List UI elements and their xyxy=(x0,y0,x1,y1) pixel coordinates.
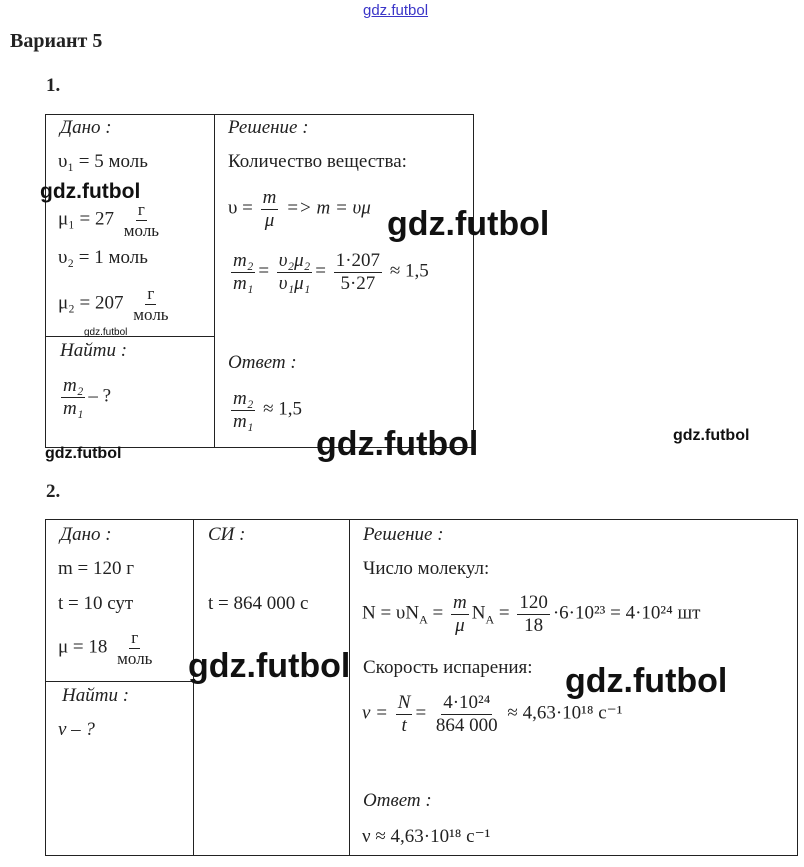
p1-equation-2: $\frac{\text{m₂}}{\text{m₁}}$ = $\frac{\text{υ₂μ₂}}{\text{υ₁μ₁}}$ = $\frac{1\cdot 207}{5\cdot 27}$ ≈ 1,5 xyxy=(233,250,429,294)
p2-given-mu: μ = 18 $\frac{г}{\text{моль}}$ xyxy=(58,628,153,668)
watermark-5: gdz.futbol xyxy=(45,445,122,462)
watermark-8: gdz.futbol xyxy=(565,662,728,700)
watermark-3: gdz.futbol xyxy=(84,327,128,338)
problem-2-col-divider-2 xyxy=(349,519,350,855)
problem-2-col-divider-1 xyxy=(193,519,194,855)
p2-equation-N: $N = \upsilon N_A$ = $\frac{m}{\mu}$ $N_A$ = $\frac{120}{18}$ ·6·10²³ = 4·10²⁴ шт xyxy=(362,592,701,636)
p1-given-header: Дано : xyxy=(60,117,112,138)
problem-2-number: 2. xyxy=(46,481,61,502)
p2-given-header: Дано : xyxy=(60,524,112,545)
p2-answer-value: ν ≈ 4,63·10¹⁸ с⁻¹ xyxy=(362,826,491,847)
problem-1-row-divider xyxy=(45,336,215,337)
p2-given-t: t = 10 сут xyxy=(58,593,134,614)
p2-find-header: Найти : xyxy=(62,685,130,706)
p1-equation-1: υ = $\frac{m}{\mu}$ => m = υμ xyxy=(228,187,371,231)
variant-title: Вариант 5 xyxy=(10,30,103,52)
problem-1-col-divider xyxy=(214,114,215,447)
problem-1-number: 1. xyxy=(46,75,61,96)
p2-si-t: t = 864 000 с xyxy=(208,593,309,614)
p2-solution-line2: Скорость испарения: xyxy=(363,657,533,678)
p1-find-header: Найти : xyxy=(60,340,128,361)
p2-si-header: СИ : xyxy=(208,524,246,545)
p2-given-m: m = 120 г xyxy=(58,558,135,579)
p2-find-value: ν – ? xyxy=(58,719,95,740)
p1-given-mu2: μ₂ = 207 $\frac{г}{\text{моль}}$ xyxy=(58,284,169,324)
p1-find-value: $\frac{\text{m₂}}{\text{m₁}}$ – ? xyxy=(63,375,112,419)
problem-2-row-divider xyxy=(45,681,194,682)
p2-answer-header: Ответ : xyxy=(363,790,432,811)
p2-solution-line1: Число молекул: xyxy=(363,558,490,579)
p1-answer-header: Ответ : xyxy=(228,352,297,373)
p1-answer-value: $\frac{\text{m₂}}{\text{m₁}}$ ≈ 1,5 xyxy=(233,388,303,432)
p1-solution-line1: Количество вещества: xyxy=(228,151,407,172)
p2-equation-v: ν = $\frac{N}{t}$ = $\frac{\text{4·10²⁴}}{864 000}$ ≈ 4,63·10¹⁸ с⁻¹ xyxy=(362,692,623,736)
watermark-4: gdz.futbol xyxy=(316,425,479,463)
p1-given-mu1: μ₁ = 27 $\frac{г}{\text{моль}}$ xyxy=(58,200,160,240)
p1-given-v2: υ₂ = 1 моль xyxy=(58,247,148,268)
watermark-7: gdz.futbol xyxy=(188,647,351,685)
p2-solution-header: Решение : xyxy=(363,524,444,545)
p1-solution-header: Решение : xyxy=(228,117,309,138)
watermark-1: gdz.futbol xyxy=(40,180,141,203)
p1-given-v1: υ₁ = 5 моль xyxy=(58,151,148,172)
watermark-top: gdz.futbol xyxy=(363,2,429,19)
watermark-6: gdz.futbol xyxy=(673,427,750,444)
watermark-2: gdz.futbol xyxy=(387,205,550,243)
